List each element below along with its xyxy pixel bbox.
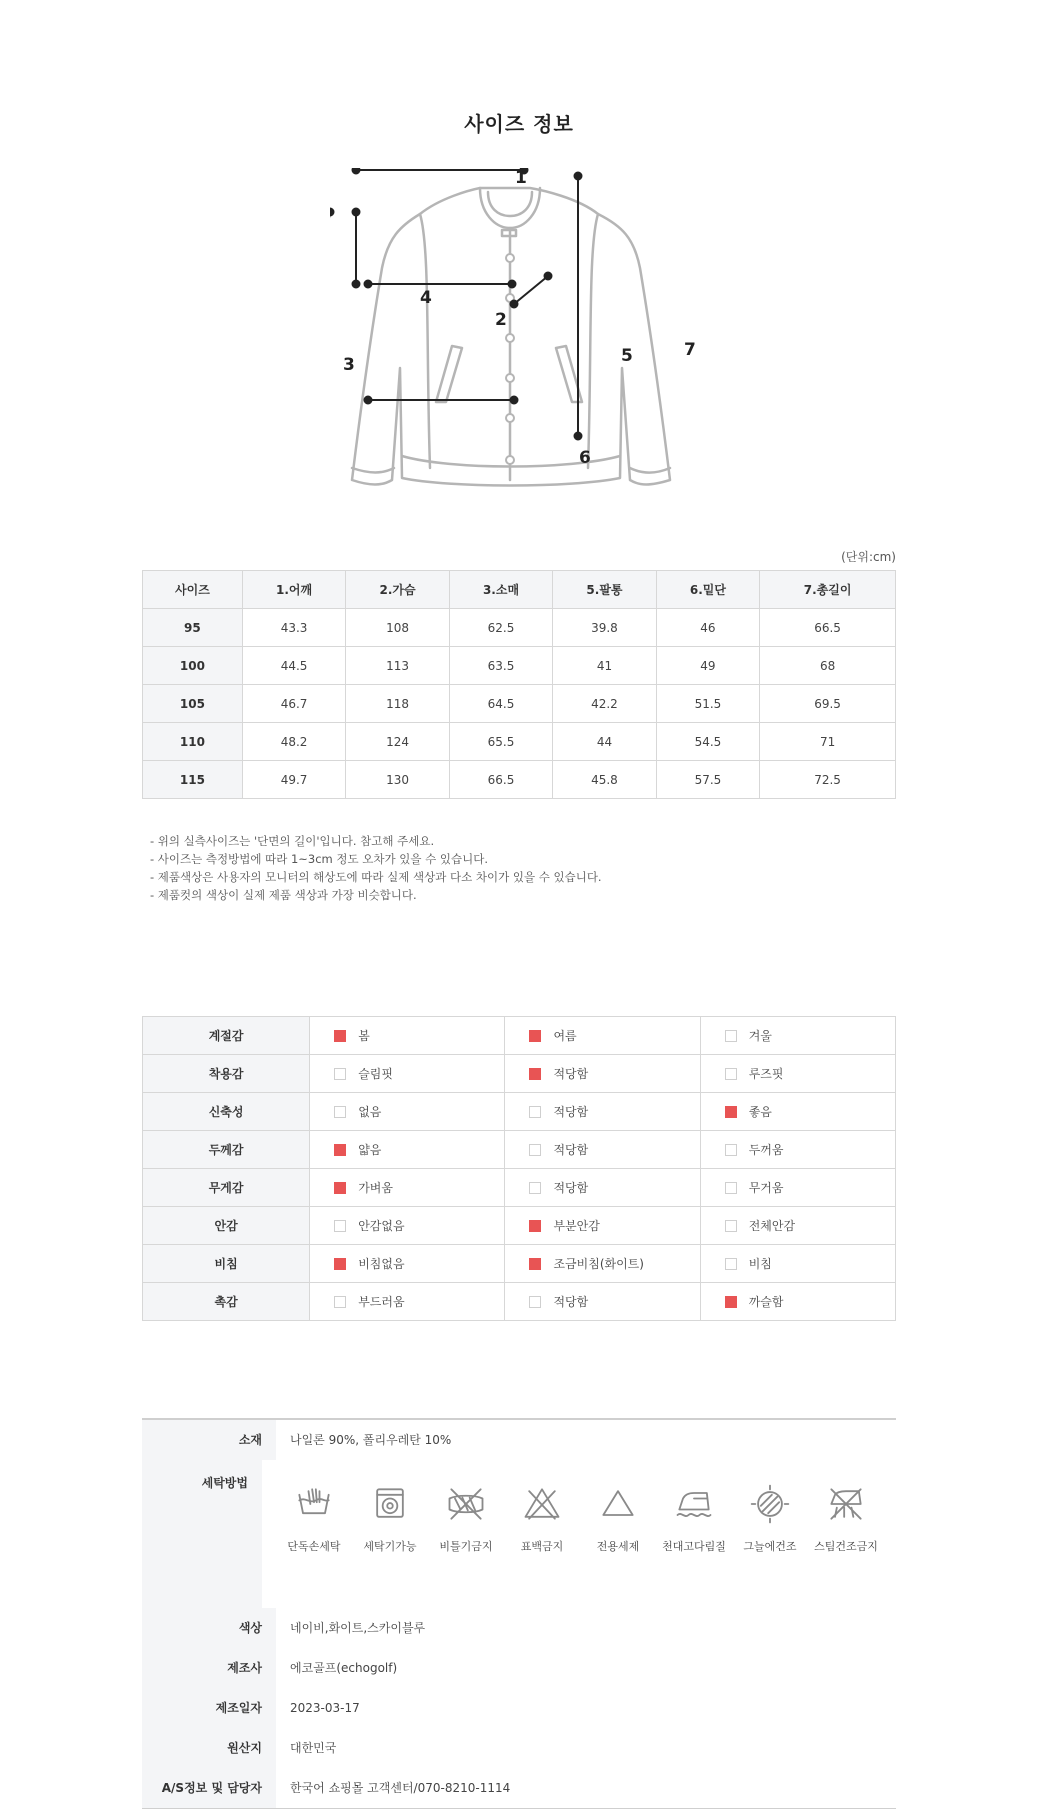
wash-item bbox=[808, 1482, 884, 1554]
table-cell: 62.5 bbox=[449, 609, 552, 647]
property-option bbox=[505, 1207, 700, 1245]
table-cell: 44.5 bbox=[242, 647, 345, 685]
option-text: 얇음 bbox=[358, 1143, 382, 1157]
property-row bbox=[143, 1169, 896, 1207]
table-cell: 115 bbox=[143, 761, 243, 799]
table-cell: 48.2 bbox=[242, 723, 345, 761]
property-option bbox=[505, 1093, 700, 1131]
checked-box-icon bbox=[334, 1258, 346, 1270]
info-row-date bbox=[142, 1688, 896, 1728]
property-label: 신축성 bbox=[143, 1093, 310, 1131]
size-table bbox=[142, 570, 896, 799]
info-value: 에코골프(echogolf) bbox=[290, 1661, 398, 1675]
jacket-size-diagram bbox=[330, 168, 710, 520]
measure-label-1: 1 bbox=[515, 168, 527, 188]
measure-label-6: 6 bbox=[579, 448, 591, 468]
column-header: 2.가슴 bbox=[346, 571, 449, 609]
table-cell: 43.3 bbox=[242, 609, 345, 647]
table-cell: 100 bbox=[143, 647, 243, 685]
table-cell: 110 bbox=[143, 723, 243, 761]
unchecked-box-icon bbox=[529, 1296, 541, 1308]
info-value: 2023-03-17 bbox=[290, 1701, 360, 1715]
property-row bbox=[143, 1131, 896, 1169]
column-header: 3.소매 bbox=[449, 571, 552, 609]
option-text: 가벼움 bbox=[358, 1181, 393, 1195]
column-header: 사이즈 bbox=[143, 571, 243, 609]
table-cell: 66.5 bbox=[449, 761, 552, 799]
page-title: 사이즈 정보 bbox=[464, 112, 574, 136]
info-row-as bbox=[142, 1768, 896, 1808]
checked-box-icon bbox=[529, 1068, 541, 1080]
info-row-origin bbox=[142, 1728, 896, 1768]
wash-caption: 비틀기금지 bbox=[439, 1540, 493, 1553]
table-cell: 49.7 bbox=[242, 761, 345, 799]
table-cell: 130 bbox=[346, 761, 449, 799]
wash-item bbox=[352, 1482, 428, 1554]
info-value: 대한민국 bbox=[290, 1741, 337, 1755]
option-text: 까슬함 bbox=[748, 1295, 784, 1309]
measure-label-2: 2 bbox=[495, 310, 507, 330]
shade-dry-icon bbox=[732, 1482, 808, 1526]
property-label: 착용감 bbox=[143, 1055, 310, 1093]
wash-icons-area bbox=[262, 1460, 896, 1608]
option-text: 없음 bbox=[358, 1105, 382, 1119]
checked-box-icon bbox=[334, 1030, 346, 1042]
property-option bbox=[310, 1169, 505, 1207]
option-text: 전체안감 bbox=[748, 1219, 796, 1233]
info-value: 한국어 쇼핑몰 고객센터/070-8210-1114 bbox=[290, 1781, 511, 1795]
property-option bbox=[505, 1131, 700, 1169]
wash-caption: 스팀건조금지 bbox=[814, 1540, 878, 1553]
wash-item bbox=[504, 1482, 580, 1554]
hand-wash-icon bbox=[276, 1482, 352, 1526]
product-info bbox=[142, 1418, 896, 1809]
wash-caption: 단독손세탁 bbox=[287, 1540, 341, 1553]
unchecked-box-icon bbox=[725, 1258, 737, 1270]
option-text: 비침없음 bbox=[358, 1257, 405, 1271]
option-text: 슬림핏 bbox=[358, 1067, 393, 1081]
property-option bbox=[700, 1093, 895, 1131]
property-option bbox=[505, 1169, 700, 1207]
option-text: 적당함 bbox=[553, 1181, 589, 1195]
property-option bbox=[505, 1017, 700, 1055]
property-row bbox=[143, 1093, 896, 1131]
table-row bbox=[143, 609, 896, 647]
wash-item bbox=[580, 1482, 656, 1554]
measure-label-5: 5 bbox=[621, 346, 633, 366]
table-cell: 105 bbox=[143, 685, 243, 723]
option-text: 무거움 bbox=[748, 1181, 784, 1195]
wash-caption: 전용세제 bbox=[596, 1540, 640, 1553]
property-label: 비침 bbox=[143, 1245, 310, 1283]
column-header: 1.어깨 bbox=[242, 571, 345, 609]
option-text: 적당함 bbox=[553, 1067, 589, 1081]
property-option bbox=[310, 1055, 505, 1093]
table-cell: 64.5 bbox=[449, 685, 552, 723]
unchecked-box-icon bbox=[529, 1106, 541, 1118]
property-table bbox=[142, 1016, 896, 1321]
table-cell: 46.7 bbox=[242, 685, 345, 723]
unchecked-box-icon bbox=[725, 1144, 737, 1156]
no-bleach-icon bbox=[504, 1482, 580, 1526]
no-wring-icon bbox=[428, 1482, 504, 1526]
property-option bbox=[700, 1017, 895, 1055]
wash-item bbox=[428, 1482, 504, 1554]
wash-caption: 그늘에건조 bbox=[743, 1540, 797, 1553]
washing-machine-icon bbox=[352, 1482, 428, 1526]
note-line: - 제품색상은 사용자의 모니터의 해상도에 따라 실제 색상과 다소 차이가 있을 수 있습니다. bbox=[150, 870, 602, 884]
option-text: 좋음 bbox=[748, 1105, 772, 1119]
info-value: 네이비,화이트,스카이블루 bbox=[290, 1621, 426, 1635]
info-label: 세탁방법 bbox=[142, 1460, 262, 1608]
table-cell: 95 bbox=[143, 609, 243, 647]
info-label: A/S정보 및 담당자 bbox=[142, 1768, 276, 1808]
unchecked-box-icon bbox=[725, 1220, 737, 1232]
note-line: - 위의 실측사이즈는 '단면의 길이'입니다. 참고해 주세요. bbox=[150, 834, 435, 848]
info-value: 나일론 90%, 폴리우레탄 10% bbox=[290, 1433, 452, 1447]
table-cell: 71 bbox=[760, 723, 896, 761]
table-cell: 57.5 bbox=[656, 761, 759, 799]
option-text: 부드러움 bbox=[358, 1295, 405, 1309]
property-row bbox=[143, 1055, 896, 1093]
property-row bbox=[143, 1017, 896, 1055]
unit-note: (단위:cm) bbox=[841, 550, 896, 564]
info-row-material bbox=[142, 1420, 896, 1460]
table-cell: 51.5 bbox=[656, 685, 759, 723]
property-option bbox=[310, 1131, 505, 1169]
unchecked-box-icon bbox=[529, 1182, 541, 1194]
property-row bbox=[143, 1245, 896, 1283]
checked-box-icon bbox=[334, 1144, 346, 1156]
table-cell: 54.5 bbox=[656, 723, 759, 761]
table-cell: 65.5 bbox=[449, 723, 552, 761]
wash-caption: 세탁기가능 bbox=[363, 1540, 417, 1553]
info-row-color bbox=[142, 1608, 896, 1648]
note-line: - 사이즈는 측정방법에 따라 1~3cm 정도 오차가 있을 수 있습니다. bbox=[150, 852, 489, 866]
unchecked-box-icon bbox=[725, 1068, 737, 1080]
unchecked-box-icon bbox=[725, 1030, 737, 1042]
table-cell: 72.5 bbox=[760, 761, 896, 799]
wash-item bbox=[656, 1482, 732, 1554]
table-row bbox=[143, 647, 896, 685]
info-label: 색상 bbox=[142, 1608, 276, 1648]
info-row-maker bbox=[142, 1648, 896, 1688]
property-option bbox=[310, 1245, 505, 1283]
column-header: 6.밑단 bbox=[656, 571, 759, 609]
unchecked-box-icon bbox=[334, 1220, 346, 1232]
property-option bbox=[505, 1283, 700, 1321]
size-notes bbox=[150, 832, 602, 904]
wash-caption: 표백금지 bbox=[520, 1540, 564, 1553]
option-text: 루즈핏 bbox=[748, 1067, 784, 1081]
property-option bbox=[505, 1245, 700, 1283]
wash-item bbox=[276, 1482, 352, 1554]
checked-box-icon bbox=[529, 1258, 541, 1270]
neutral-detergent-icon bbox=[580, 1482, 656, 1526]
property-row bbox=[143, 1283, 896, 1321]
info-label: 제조사 bbox=[142, 1648, 276, 1688]
unchecked-box-icon bbox=[334, 1068, 346, 1080]
table-cell: 41 bbox=[553, 647, 656, 685]
option-text: 여름 bbox=[553, 1029, 577, 1043]
property-label: 안감 bbox=[143, 1207, 310, 1245]
option-text: 봄 bbox=[358, 1029, 370, 1043]
iron-cloth-icon bbox=[656, 1482, 732, 1526]
unchecked-box-icon bbox=[725, 1182, 737, 1194]
table-cell: 45.8 bbox=[553, 761, 656, 799]
unchecked-box-icon bbox=[334, 1106, 346, 1118]
table-cell: 124 bbox=[346, 723, 449, 761]
option-text: 겨울 bbox=[748, 1029, 772, 1043]
wash-item bbox=[732, 1482, 808, 1554]
table-cell: 66.5 bbox=[760, 609, 896, 647]
wash-icon-list bbox=[276, 1460, 896, 1554]
note-line: - 제품컷의 색상이 실제 제품 색상과 가장 비슷합니다. bbox=[150, 888, 417, 902]
no-steam-dry-icon bbox=[808, 1482, 884, 1526]
info-label: 원산지 bbox=[142, 1728, 276, 1768]
unchecked-box-icon bbox=[334, 1296, 346, 1308]
column-header: 7.총길이 bbox=[760, 571, 896, 609]
property-label: 계절감 bbox=[143, 1017, 310, 1055]
option-text: 두꺼움 bbox=[748, 1143, 784, 1157]
unchecked-box-icon bbox=[529, 1144, 541, 1156]
option-text: 조금비침(화이트) bbox=[553, 1257, 644, 1271]
option-text: 적당함 bbox=[553, 1143, 589, 1157]
property-option bbox=[700, 1283, 895, 1321]
column-header: 5.팔통 bbox=[553, 571, 656, 609]
table-cell: 49 bbox=[656, 647, 759, 685]
property-option bbox=[700, 1131, 895, 1169]
table-cell: 113 bbox=[346, 647, 449, 685]
table-cell: 39.8 bbox=[553, 609, 656, 647]
property-label: 두께감 bbox=[143, 1131, 310, 1169]
checked-box-icon bbox=[529, 1220, 541, 1232]
checked-box-icon bbox=[725, 1106, 737, 1118]
option-text: 안감없음 bbox=[358, 1219, 405, 1233]
measure-label-3: 3 bbox=[343, 355, 355, 375]
table-row bbox=[143, 685, 896, 723]
measure-label-4: 4 bbox=[420, 288, 432, 308]
wash-caption: 천대고다림질 bbox=[662, 1540, 726, 1553]
table-row bbox=[143, 723, 896, 761]
property-option bbox=[700, 1055, 895, 1093]
property-option bbox=[700, 1169, 895, 1207]
table-cell: 42.2 bbox=[553, 685, 656, 723]
table-cell: 69.5 bbox=[760, 685, 896, 723]
option-text: 적당함 bbox=[553, 1105, 589, 1119]
property-option bbox=[700, 1245, 895, 1283]
property-option bbox=[700, 1207, 895, 1245]
option-text: 부분안감 bbox=[553, 1219, 600, 1233]
property-option bbox=[310, 1017, 505, 1055]
table-cell: 68 bbox=[760, 647, 896, 685]
measure-label-7: 7 bbox=[684, 340, 696, 360]
checked-box-icon bbox=[334, 1182, 346, 1194]
property-label: 촉감 bbox=[143, 1283, 310, 1321]
info-label: 소재 bbox=[142, 1420, 276, 1460]
property-option bbox=[505, 1055, 700, 1093]
table-row bbox=[143, 761, 896, 799]
table-header-row bbox=[143, 571, 896, 609]
info-label: 제조일자 bbox=[142, 1688, 276, 1728]
table-cell: 46 bbox=[656, 609, 759, 647]
property-row bbox=[143, 1207, 896, 1245]
table-cell: 118 bbox=[346, 685, 449, 723]
table-cell: 63.5 bbox=[449, 647, 552, 685]
option-text: 비침 bbox=[748, 1257, 772, 1271]
property-option bbox=[310, 1093, 505, 1131]
property-label: 무게감 bbox=[143, 1169, 310, 1207]
table-cell: 44 bbox=[553, 723, 656, 761]
checked-box-icon bbox=[725, 1296, 737, 1308]
checked-box-icon bbox=[529, 1030, 541, 1042]
info-row-wash bbox=[142, 1460, 896, 1608]
option-text: 적당함 bbox=[553, 1295, 589, 1309]
table-cell: 108 bbox=[346, 609, 449, 647]
property-option bbox=[310, 1283, 505, 1321]
property-option bbox=[310, 1207, 505, 1245]
